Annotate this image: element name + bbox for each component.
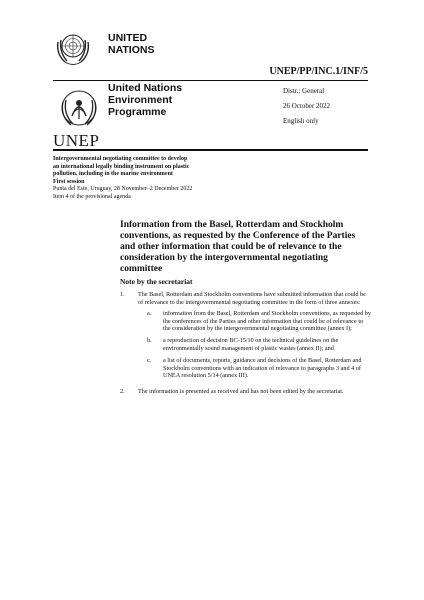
sub-item-a-letter: a.: [147, 310, 152, 317]
header-top-rule: [53, 80, 368, 81]
sub-item-b-letter: b.: [147, 337, 152, 344]
venue: Punta del Este, Uruguay, 28 November–2 December 2022: [53, 186, 193, 192]
header-bottom-rule: [53, 149, 368, 151]
sub-item-c-letter: c.: [147, 357, 152, 364]
unep-name: [108, 82, 182, 118]
note-heading: Note by the secretariat: [120, 277, 193, 286]
agenda-item: Item 4 of the provisional agenda: [53, 193, 131, 200]
paragraph-2-text: The information is presented as received and has not been edited by the secretariat.: [138, 388, 344, 395]
un-name-line2: NATIONS: [108, 44, 155, 56]
document-date: 26 October 2022: [283, 102, 331, 110]
distribution-line: Distr.: General: [283, 87, 325, 95]
distribution-info: [283, 84, 330, 129]
un-name: [108, 32, 154, 56]
session-info: [53, 156, 233, 201]
language-line: English only: [283, 117, 319, 125]
unep-emblem-icon: [57, 86, 101, 130]
document-symbol: UNEP/PP/INC.1/INF/5: [269, 66, 368, 77]
unep-wordmark: UNEP: [53, 131, 100, 150]
sub-item-a-text: information from the Basel, Rotterdam and Stockholm conventions, as requested by the conferences of the Parties and other information that could be of relevance to the consideration by the intergovernmental negotiating committee (annex I);: [163, 310, 371, 333]
committee-line3: pollution, including in the marine environment: [53, 171, 173, 177]
sub-item-b-text: a reproduction of decision BC-15/10 on the technical guidelines on the environmentally sound management of plastic wastes (annex II); and: [163, 337, 339, 352]
session-name: First session: [53, 178, 85, 185]
paragraph-1-text: The Basel, Rotterdam and Stockholm conventions have submitted information that could be of relevance to the intergovernmental negotiating committee in the form of three annexes:: [138, 291, 366, 306]
sub-item-c-text: a list of documents, reports, guidance and decisions of the Basel, Rotterdam and Stockholm conventions with an indication of relevance to paragraphs 3 and 4 of UNEA resolution 5/14 (annex III).: [163, 357, 362, 380]
committee-line2: an international legally binding instrument on plastic: [53, 163, 190, 170]
un-emblem-icon: [53, 28, 93, 68]
unep-name-line3: Programme: [108, 106, 167, 118]
paragraph-1-number: 1.: [120, 291, 125, 298]
document-title: Information from the Basel, Rotterdam and Stockholm conventions, as requested by the Conference of the Parties and other information that could be of relevance to the consideration by the intergovernmental negotiating committee: [120, 220, 356, 274]
unep-name-line2: Environment: [108, 94, 173, 106]
paragraph-2-number: 2.: [120, 388, 125, 395]
committee-line1: Intergovernmental negotiating committee to develop: [53, 156, 188, 162]
unep-name-line1: United Nations: [108, 82, 183, 94]
un-name-line1: UNITED: [108, 32, 148, 44]
